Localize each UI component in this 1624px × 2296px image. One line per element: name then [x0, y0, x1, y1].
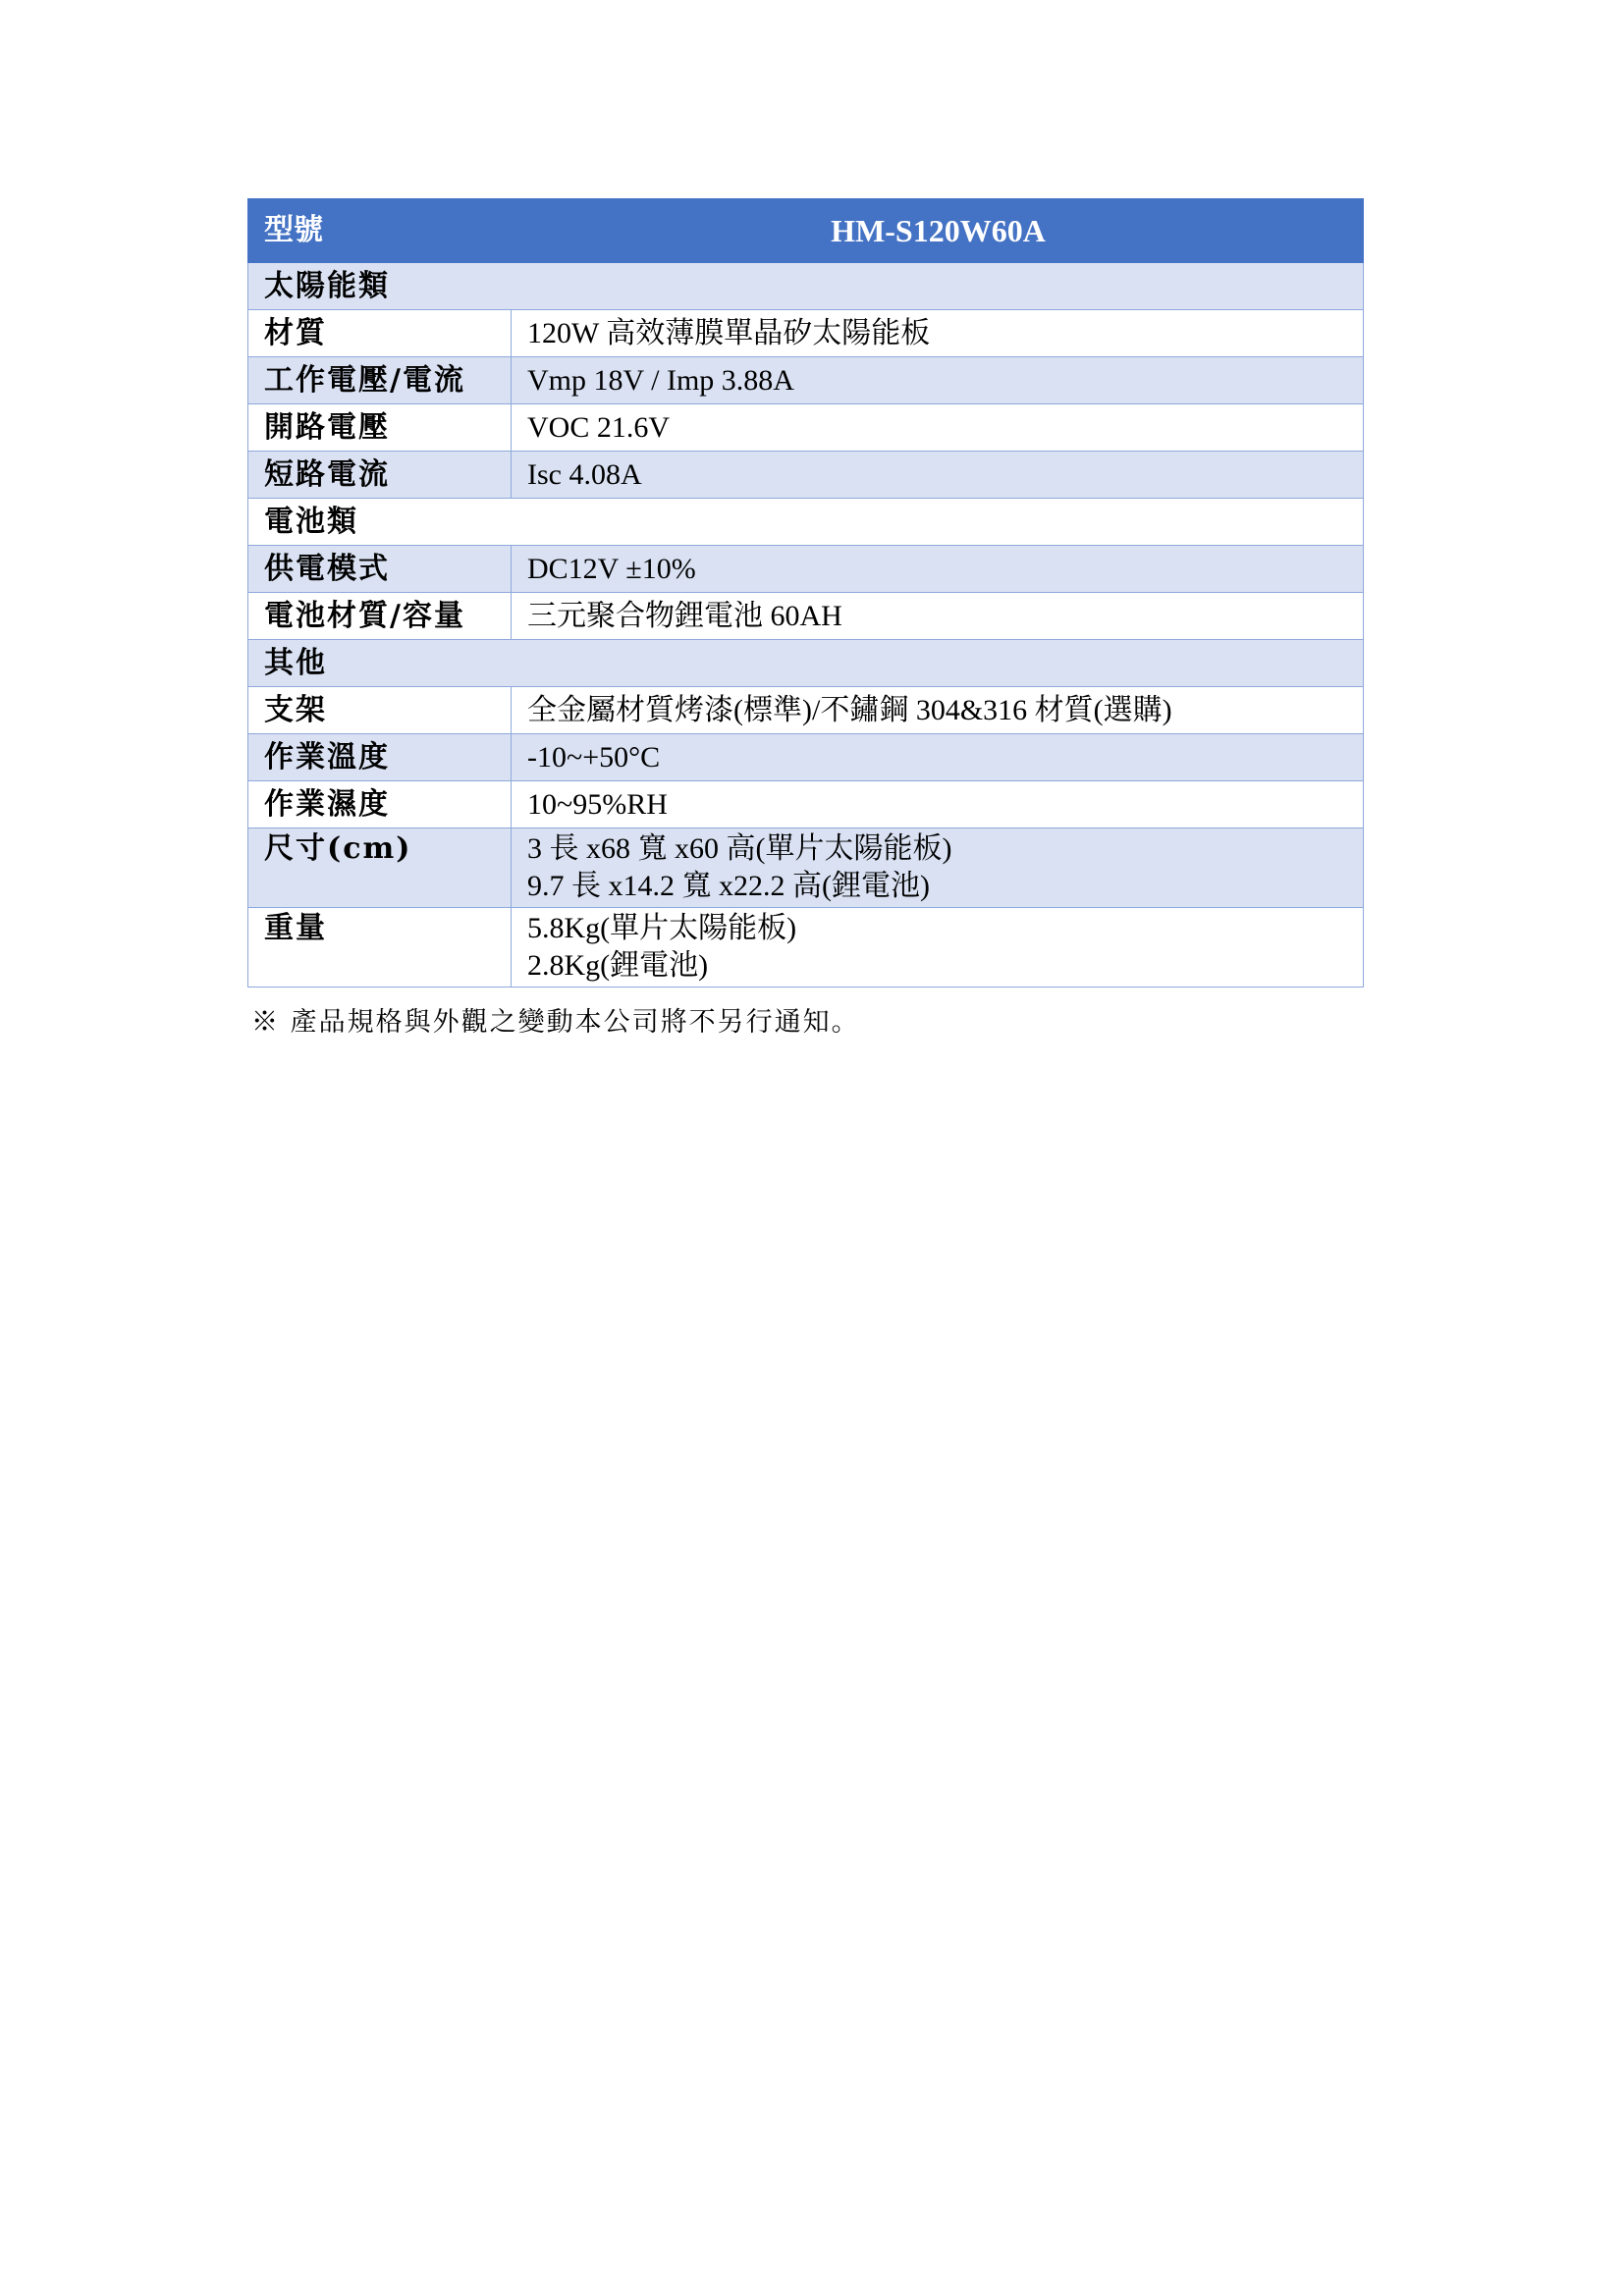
spec-value: VOC 21.6V: [512, 404, 1364, 452]
spec-value: [512, 908, 1364, 988]
section-title: 電池類: [248, 499, 1364, 546]
section-title: 其他: [248, 640, 1364, 687]
section-row-solar: [248, 263, 1364, 310]
spec-label: 短路電流: [248, 452, 512, 499]
section-row-battery: [248, 499, 1364, 546]
table-header-row: [248, 199, 1364, 263]
spec-label: 重量: [248, 908, 512, 988]
spec-value-line: 9.7 長 x14.2 寬 x22.2 高(鋰電池): [527, 870, 930, 902]
spec-label: 電池材質/容量: [248, 593, 512, 640]
spec-value: Isc 4.08A: [512, 452, 1364, 499]
spec-label: 作業濕度: [248, 781, 512, 828]
spec-value: Vmp 18V / Imp 3.88A: [512, 357, 1364, 404]
spec-label: 作業溫度: [248, 734, 512, 781]
header-model-number: HM-S120W60A: [512, 199, 1364, 263]
spec-value: 120W 高效薄膜單晶矽太陽能板: [512, 310, 1364, 357]
table-row: [248, 546, 1364, 593]
spec-value: 全金屬材質烤漆(標準)/不鏽鋼 304&316 材質(選購): [512, 687, 1364, 734]
table-row: [248, 310, 1364, 357]
spec-value-line: 3 長 x68 寬 x60 高(單片太陽能板): [527, 832, 952, 865]
table-row: [248, 828, 1364, 908]
disclaimer-note: ※ 產品規格與外觀之變動本公司將不另行通知。: [251, 1007, 860, 1038]
spec-value: -10~+50°C: [512, 734, 1364, 781]
spec-value: 三元聚合物鋰電池 60AH: [512, 593, 1364, 640]
spec-value-line: 2.8Kg(鋰電池): [527, 949, 709, 982]
spec-label: 支架: [248, 687, 512, 734]
table-row: [248, 452, 1364, 499]
table-row: [248, 908, 1364, 988]
table-row: [248, 404, 1364, 452]
table-row: [248, 687, 1364, 734]
spec-value: 10~95%RH: [512, 781, 1364, 828]
spec-value: [512, 828, 1364, 908]
spec-value: DC12V ±10%: [512, 546, 1364, 593]
spec-label: 工作電壓/電流: [248, 357, 512, 404]
table-row: [248, 734, 1364, 781]
spec-label: 供電模式: [248, 546, 512, 593]
header-label: 型號: [248, 199, 512, 263]
spec-label: 開路電壓: [248, 404, 512, 452]
table-row: [248, 593, 1364, 640]
spec-label: 材質: [248, 310, 512, 357]
table-row: [248, 357, 1364, 404]
table-row: [248, 781, 1364, 828]
section-title: 太陽能類: [248, 263, 1364, 310]
spec-label: 尺寸(cm): [248, 828, 512, 908]
section-row-other: [248, 640, 1364, 687]
spec-value-line: 5.8Kg(單片太陽能板): [527, 912, 797, 944]
spec-table: [247, 198, 1364, 988]
